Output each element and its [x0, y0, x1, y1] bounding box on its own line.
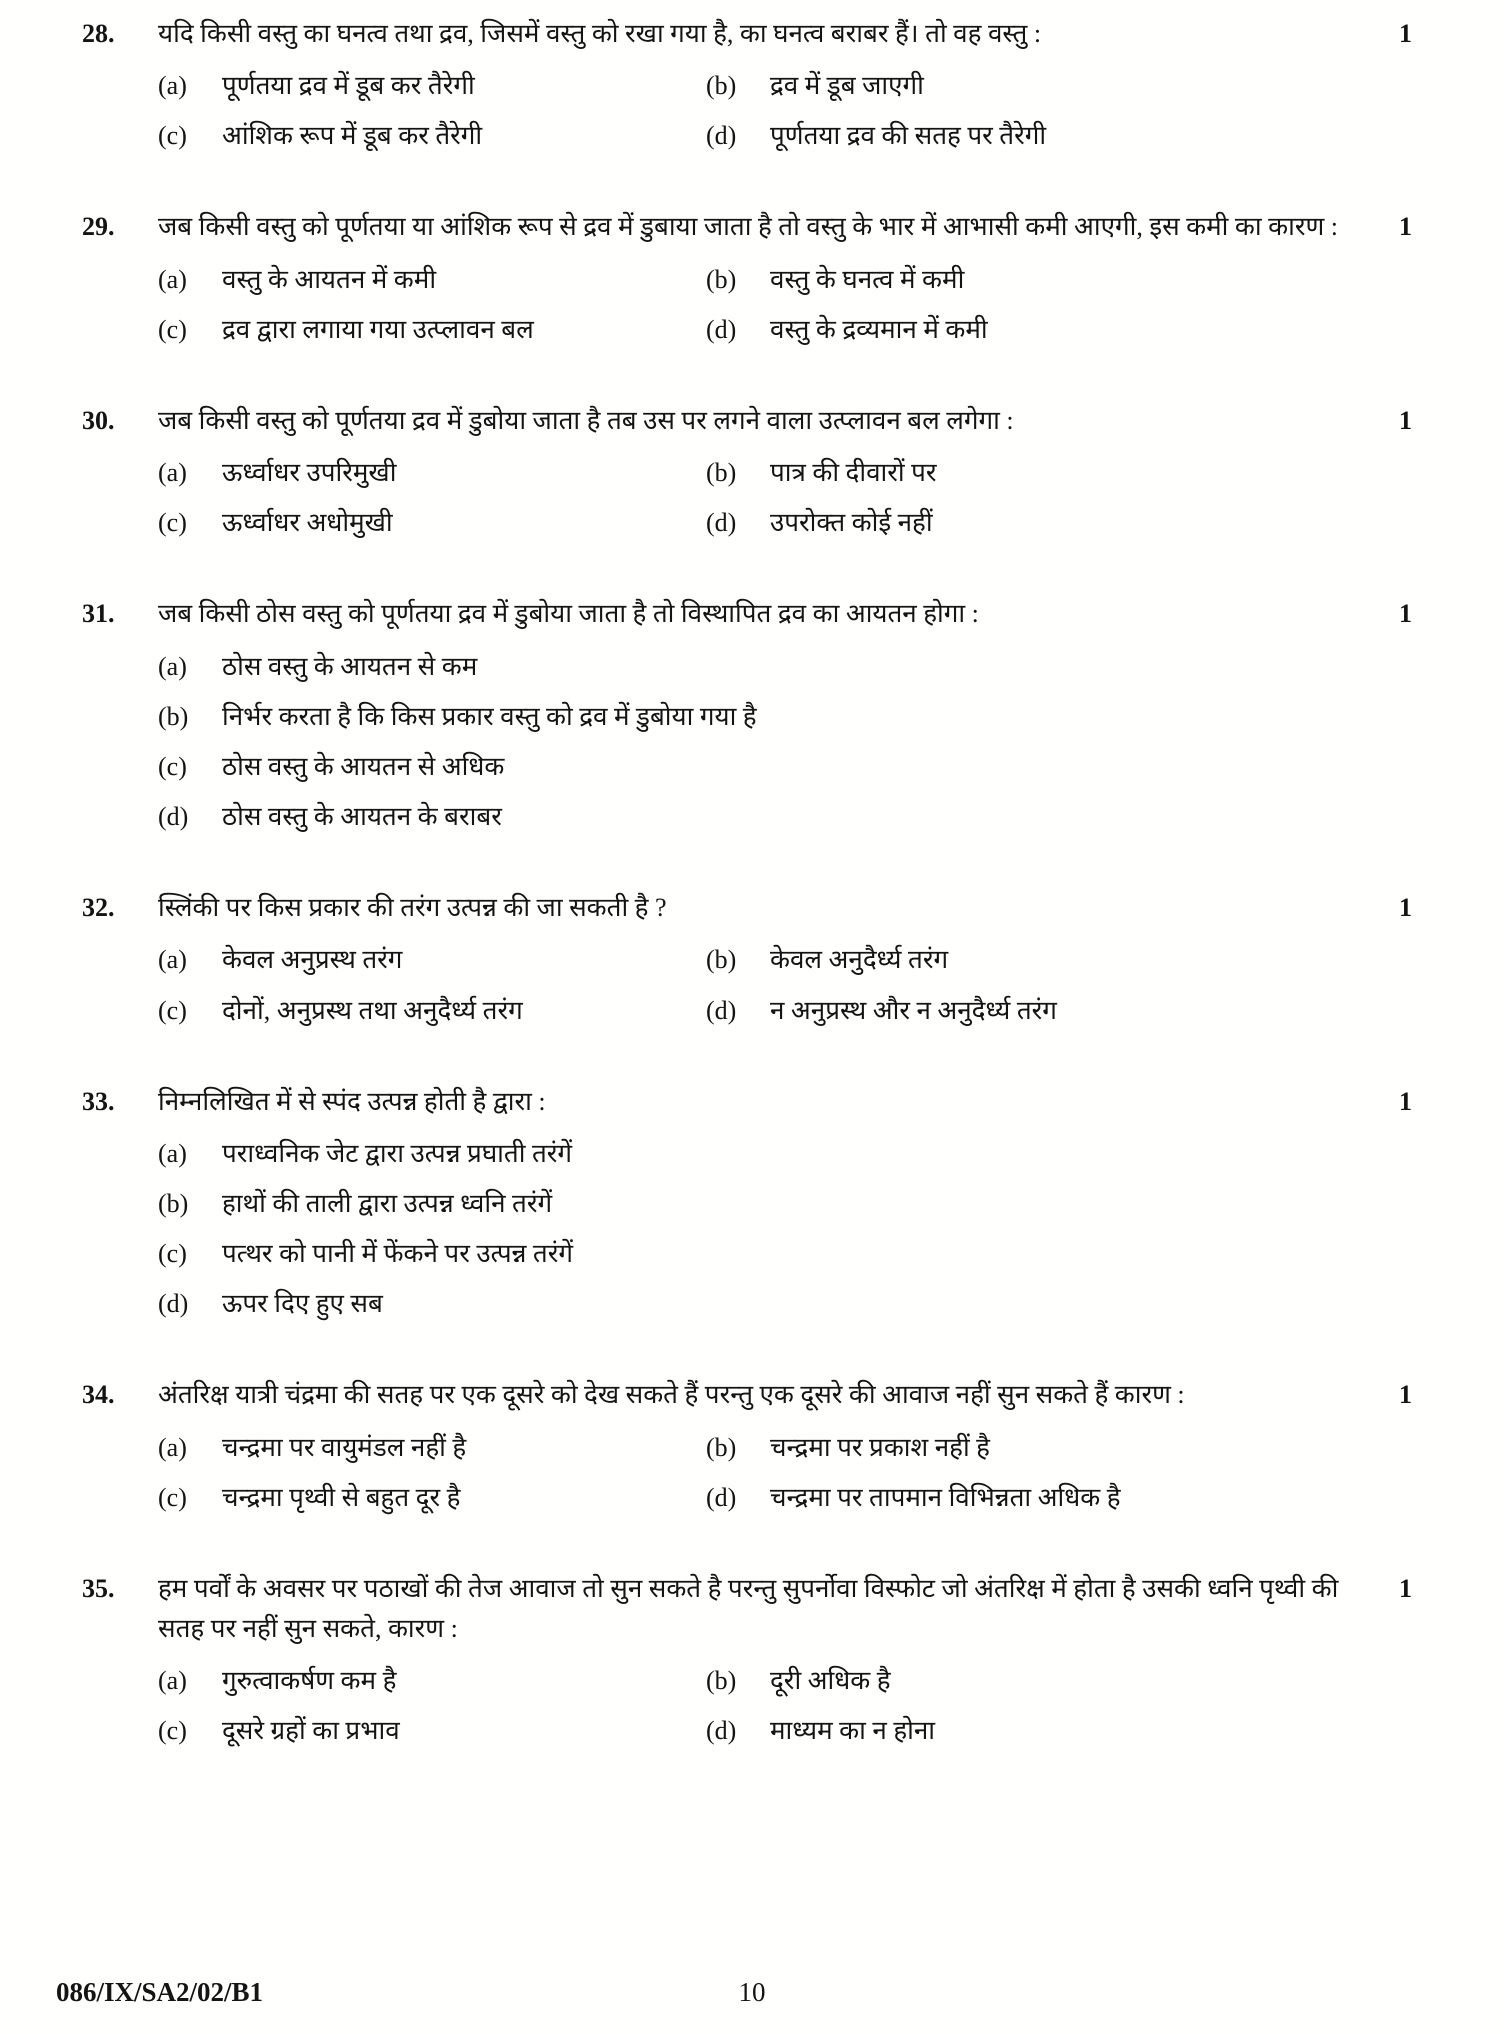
option-label: (c) — [158, 121, 187, 151]
option-text: उपरोक्त कोई नहीं — [770, 508, 933, 538]
options-list — [158, 1663, 1360, 1748]
question-marks: 1 — [1399, 19, 1412, 48]
answer-option — [706, 1713, 1360, 1748]
question — [82, 888, 1412, 1027]
option-label: (a) — [158, 651, 187, 681]
question — [82, 401, 1412, 540]
option-label: (b) — [706, 1666, 737, 1696]
option-label: (d) — [158, 802, 189, 832]
question-marks: 1 — [1399, 893, 1412, 923]
options-list — [158, 262, 1360, 347]
option-label: (c) — [158, 751, 187, 781]
answer-option — [158, 505, 706, 540]
answer-option — [158, 118, 706, 153]
answer-option — [158, 455, 706, 490]
option-text: पात्र की दीवारों पर — [770, 458, 937, 488]
answer-option — [158, 649, 1360, 684]
question-body — [158, 401, 1360, 540]
answer-option — [158, 1480, 706, 1515]
answer-option — [158, 312, 706, 347]
option-label: (d) — [706, 314, 737, 344]
questions-list — [82, 14, 1412, 1749]
answer-option — [706, 993, 1360, 1028]
question-body — [158, 888, 1360, 1027]
option-text: ऊपर दिए हुए सब — [222, 1289, 383, 1319]
option-label: (c) — [158, 1239, 187, 1269]
option-text: पूर्णतया द्रव की सतह पर तैरेगी — [770, 121, 1047, 151]
answer-option — [706, 118, 1360, 153]
answer-option — [706, 1480, 1360, 1515]
option-label: (a) — [158, 945, 187, 975]
answer-option — [158, 1663, 706, 1698]
option-text: दूसरे ग्रहों का प्रभाव — [222, 1716, 400, 1746]
question-number: 31. — [82, 599, 115, 629]
option-label: (c) — [158, 314, 187, 344]
question-marks: 1 — [1399, 1380, 1412, 1410]
answer-option — [158, 1713, 706, 1748]
option-text: वस्तु के आयतन में कमी — [222, 264, 437, 294]
answer-option — [158, 749, 1360, 784]
option-label: (b) — [706, 945, 737, 975]
question-number: 33. — [82, 1086, 115, 1116]
question-body — [158, 1375, 1360, 1514]
option-label: (a) — [158, 1138, 187, 1168]
option-text: हाथों की ताली द्वारा उत्पन्न ध्वनि तरंगें — [222, 1189, 553, 1218]
option-text: दूरी अधिक है — [770, 1666, 891, 1696]
answer-option — [706, 68, 1360, 103]
option-label: (a) — [158, 264, 187, 294]
question — [82, 1375, 1412, 1514]
question-number: 28. — [82, 19, 115, 48]
option-text: द्रव द्वारा लगाया गया उत्प्लावन बल — [222, 314, 534, 344]
question — [82, 594, 1412, 834]
option-text: पराध्वनिक जेट द्वारा उत्पन्न प्रघाती तरंगें — [222, 1138, 573, 1168]
question-number: 35. — [82, 1573, 115, 1603]
options-list — [158, 1430, 1360, 1515]
option-text: चन्द्रमा पर प्रकाश नहीं है — [770, 1432, 990, 1462]
question-text: निम्नलिखित में से स्पंद उत्पन्न होती है द्वारा : — [158, 1086, 546, 1116]
answer-option — [158, 1286, 1360, 1321]
answer-option — [706, 455, 1360, 490]
option-label: (a) — [158, 1666, 187, 1696]
option-text: ठोस वस्तु के आयतन से अधिक — [222, 751, 505, 781]
options-list — [158, 649, 1360, 834]
question-marks: 1 — [1399, 405, 1412, 435]
option-text: दोनों, अनुप्रस्थ तथा अनुदैर्ध्य तरंग — [222, 995, 523, 1025]
option-label: (b) — [158, 1189, 189, 1218]
option-text: माध्यम का न होना — [770, 1716, 936, 1746]
option-label: (c) — [158, 1716, 187, 1746]
answer-option — [706, 262, 1360, 297]
option-label: (a) — [158, 1432, 187, 1462]
question-marks: 1 — [1399, 1573, 1412, 1603]
question-text: जब किसी वस्तु को पूर्णतया या आंशिक रूप से द्रव में डुबाया जाता है तो वस्तु के भार में आभासी कमी आएगी, इस कमी का कारण : — [158, 212, 1338, 242]
answer-option — [706, 1430, 1360, 1465]
question-text: स्लिंकी पर किस प्रकार की तरंग उत्पन्न की जा सकती है ? — [158, 893, 667, 923]
option-label: (c) — [158, 508, 187, 538]
option-text: गुरुत्वाकर्षण कम है — [222, 1666, 397, 1696]
answer-option — [158, 1430, 706, 1465]
question-body — [158, 14, 1360, 153]
option-text: आंशिक रूप में डूब कर तैरेगी — [222, 121, 483, 151]
option-label: (b) — [706, 71, 737, 101]
option-text: पूर्णतया द्रव में डूब कर तैरेगी — [222, 71, 475, 101]
question-body — [158, 207, 1360, 346]
option-label: (d) — [706, 1716, 737, 1746]
option-label: (a) — [158, 71, 187, 101]
option-label: (b) — [158, 701, 189, 731]
option-text: द्रव में डूब जाएगी — [770, 71, 924, 101]
option-text: चन्द्रमा पर वायुमंडल नहीं है — [222, 1432, 467, 1462]
answer-option — [158, 699, 1360, 734]
question-number: 30. — [82, 405, 115, 435]
option-text: केवल अनुदैर्ध्य तरंग — [770, 945, 949, 975]
question-body — [158, 594, 1360, 834]
options-list — [158, 942, 1360, 1027]
option-text: वस्तु के द्रव्यमान में कमी — [770, 314, 988, 344]
option-text: निर्भर करता है कि किस प्रकार वस्तु को द्रव में डुबोया गया है — [222, 701, 757, 731]
answer-option — [706, 505, 1360, 540]
question — [82, 14, 1412, 153]
option-text: ऊर्ध्वाधर अधोमुखी — [222, 508, 393, 538]
option-label: (c) — [158, 1482, 187, 1512]
paper-code: 086/IX/SA2/02/B1 — [56, 1977, 264, 2007]
question-text: जब किसी वस्तु को पूर्णतया द्रव में डुबोया जाता है तब उस पर लगने वाला उत्प्लावन बल लगेगा : — [158, 405, 1014, 435]
option-label: (b) — [706, 1432, 737, 1462]
answer-option — [706, 942, 1360, 977]
option-label: (d) — [158, 1289, 189, 1319]
options-list — [158, 1136, 1360, 1321]
question-text: हम पर्वों के अवसर पर पठाखों की तेज आवाज तो सुन सकते है परन्तु सुपर्नोवा विस्फोट जो अंतरिक्ष में होता है उसकी ध्वनि पृथ्वी की सतह पर नहीं सुन सकते, कारण : — [158, 1573, 1339, 1644]
option-text: केवल अनुप्रस्थ तरंग — [222, 945, 403, 975]
option-label: (a) — [158, 458, 187, 488]
question-marks: 1 — [1399, 599, 1412, 629]
question — [82, 1569, 1412, 1749]
answer-option — [158, 262, 706, 297]
option-label: (d) — [706, 121, 737, 151]
option-text: पत्थर को पानी में फेंकने पर उत्पन्न तरंगें — [222, 1239, 574, 1269]
answer-option — [158, 1136, 1360, 1171]
option-text: ठोस वस्तु के आयतन से कम — [222, 651, 478, 681]
option-text: ठोस वस्तु के आयतन के बराबर — [222, 802, 502, 832]
option-label: (d) — [706, 508, 737, 538]
answer-option — [706, 1663, 1360, 1698]
question-text: यदि किसी वस्तु का घनत्व तथा द्रव, जिसमें वस्तु को रखा गया है, का घनत्व बराबर हैं। तो वह वस्तु : — [158, 19, 1042, 48]
option-text: वस्तु के घनत्व में कमी — [770, 264, 965, 294]
question-number: 34. — [82, 1380, 115, 1410]
answer-option — [158, 993, 706, 1028]
option-text: न अनुप्रस्थ और न अनुदैर्ध्य तरंग — [770, 995, 1057, 1025]
option-label: (d) — [706, 1482, 737, 1512]
answer-option — [158, 68, 706, 103]
options-list — [158, 455, 1360, 540]
answer-option — [706, 312, 1360, 347]
question-marks: 1 — [1399, 1086, 1412, 1116]
option-label: (b) — [706, 264, 737, 294]
question — [82, 207, 1412, 346]
answer-option — [158, 1186, 1360, 1221]
answer-option — [158, 942, 706, 977]
option-label: (b) — [706, 458, 737, 488]
option-text: ऊर्ध्वाधर उपरिमुखी — [222, 458, 397, 488]
question-body — [158, 1569, 1360, 1749]
question-number: 32. — [82, 893, 115, 923]
answer-option — [158, 1236, 1360, 1271]
question-number: 29. — [82, 212, 115, 242]
option-text: चन्द्रमा पर तापमान विभिन्नता अधिक है — [770, 1482, 1121, 1512]
question-body — [158, 1082, 1360, 1322]
option-label: (c) — [158, 995, 187, 1025]
options-list — [158, 68, 1360, 153]
option-label: (d) — [706, 995, 737, 1025]
answer-option — [158, 799, 1360, 834]
question-marks: 1 — [1399, 212, 1412, 242]
question — [82, 1082, 1412, 1322]
page-footer — [0, 1968, 1504, 2008]
question-text: जब किसी ठोस वस्तु को पूर्णतया द्रव में डुबोया जाता है तो विस्थापित द्रव का आयतन होगा : — [158, 599, 979, 629]
option-text: चन्द्रमा पृथ्वी से बहुत दूर है — [222, 1482, 461, 1512]
page-number: 10 — [738, 1977, 766, 2007]
question-text: अंतरिक्ष यात्री चंद्रमा की सतह पर एक दूसरे को देख सकते हैं परन्तु एक दूसरे की आवाज नहीं सुन सकते हैं कारण : — [158, 1380, 1185, 1410]
